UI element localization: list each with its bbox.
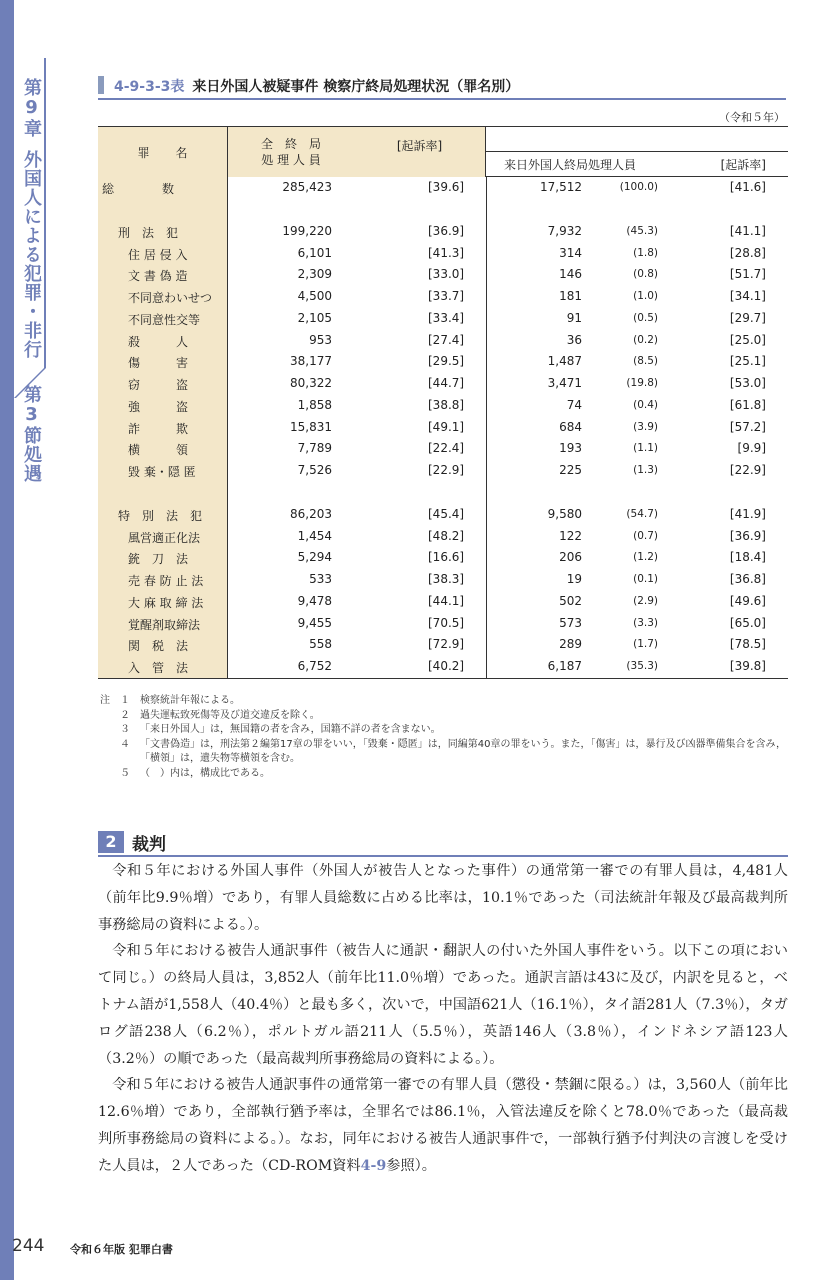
table-row xyxy=(98,264,788,286)
rate-cell: [48.2] xyxy=(428,528,465,543)
header-total-line1: 全 終 局 xyxy=(260,137,321,151)
rate-cell: [33.0] xyxy=(428,267,465,282)
note-item xyxy=(100,723,790,738)
foreign-rate-cell: [25.0] xyxy=(729,332,766,347)
ratio-cell: (3.3) xyxy=(633,616,658,629)
total-cell: 7,526 xyxy=(297,463,332,477)
table-row xyxy=(98,460,788,482)
table-row xyxy=(98,591,788,613)
rate-cell: [33.7] xyxy=(428,289,465,303)
section-title: 裁判 xyxy=(132,835,166,855)
note-item xyxy=(100,767,790,782)
table-row xyxy=(98,569,788,591)
foreign-rate-cell: [61.8] xyxy=(729,397,766,412)
foreign-rate-cell: [9.9] xyxy=(737,441,766,456)
rate-cell: [29.5] xyxy=(428,354,465,369)
ratio-cell: (0.5) xyxy=(633,311,658,324)
ratio-cell: (0.7) xyxy=(633,529,658,542)
chapter-side-tab xyxy=(0,0,46,1280)
foreign-rate-cell: [65.0] xyxy=(729,615,766,630)
ratio-cell: (1.7) xyxy=(633,638,658,651)
note-item xyxy=(100,694,790,709)
paragraph-3-end: 参照）。 xyxy=(386,1158,436,1174)
rate-cell: [40.2] xyxy=(428,659,465,673)
rate-cell: [44.1] xyxy=(428,593,465,608)
header-crime: 罪名 xyxy=(98,127,228,177)
rate-cell: [16.6] xyxy=(428,550,465,565)
foreign-count-cell: 3,471 xyxy=(547,376,582,390)
rate-cell: [38.3] xyxy=(428,572,465,586)
total-cell: 4,500 xyxy=(297,289,332,303)
crime-name-cell: 入 管 法 xyxy=(128,661,189,675)
ratio-cell: (1.8) xyxy=(633,246,658,259)
ratio-cell: (1.0) xyxy=(633,290,658,302)
cdrom-reference: 4-9 xyxy=(360,1158,387,1174)
ratio-cell: (19.8) xyxy=(626,377,658,389)
paragraph-3-text: 令和５年における被告人通訳事件の通常第一審での有罪人員（懲役・禁錮に限る。）は，3,560人（前年比12.6％増）であり，全部執行猶予率は，全罪名では86.1％，入管法違反を除くと78.0％であった（最高裁判所事務総局の資料による。）。なお，同年における被告人通訳事件で，一部執行猶予付判決の言渡しを受けた人員は，２人であった（CD-ROM資料 xyxy=(98,1077,788,1174)
foreign-count-cell: 122 xyxy=(559,528,582,543)
foreign-count-cell: 193 xyxy=(559,441,582,456)
ratio-cell: (1.2) xyxy=(633,551,658,564)
foreign-rate-cell: [78.5] xyxy=(729,637,766,652)
table-row xyxy=(98,286,788,308)
ratio-cell: (8.5) xyxy=(633,355,658,368)
foreign-count-cell: 684 xyxy=(559,419,582,434)
note-item xyxy=(100,738,790,767)
ratio-cell: (45.3) xyxy=(626,224,658,237)
page-footer xyxy=(12,1236,173,1256)
ratio-cell: (0.2) xyxy=(633,333,658,346)
foreign-rate-cell: [53.0] xyxy=(729,376,766,390)
table-row xyxy=(98,438,788,460)
table-row xyxy=(98,504,788,526)
total-cell: 1,858 xyxy=(297,397,332,412)
total-cell: 6,101 xyxy=(297,245,332,260)
total-cell: 9,455 xyxy=(297,615,332,630)
foreign-count-cell: 7,932 xyxy=(547,223,582,238)
foreign-rate-cell: [36.8] xyxy=(729,572,766,586)
table-title xyxy=(98,76,786,100)
foreign-rate-cell: [28.8] xyxy=(729,245,766,260)
ratio-cell: (3.9) xyxy=(633,420,658,433)
chapter-title: 外国人による犯罪・非行 xyxy=(21,150,42,359)
section-heading xyxy=(98,831,788,857)
header-rate: [起訴率] xyxy=(354,127,486,177)
total-cell: 2,105 xyxy=(297,310,332,325)
data-table xyxy=(98,126,788,679)
foreign-rate-cell: [41.9] xyxy=(729,506,766,521)
header-foreign-group xyxy=(486,127,788,177)
table-header xyxy=(98,127,788,177)
ratio-cell: (1.1) xyxy=(633,442,658,455)
note-key: ４ xyxy=(100,738,130,750)
total-cell: 15,831 xyxy=(290,419,332,434)
note-item xyxy=(100,709,790,724)
table-body xyxy=(98,177,788,678)
table-row xyxy=(98,395,788,417)
table-row xyxy=(98,243,788,265)
foreign-count-cell: 17,512 xyxy=(540,180,582,194)
year-note: （令和５年） xyxy=(719,111,785,124)
ratio-cell: (0.4) xyxy=(633,398,658,411)
foreign-rate-cell: [57.2] xyxy=(729,419,766,434)
note-key: ３ xyxy=(100,724,130,736)
row-spacer xyxy=(98,482,788,504)
table-number: 4-9-3-3表 xyxy=(114,79,185,95)
table-row xyxy=(98,221,788,243)
foreign-count-cell: 74 xyxy=(566,397,582,412)
foreign-rate-cell: [39.8] xyxy=(729,659,766,673)
foreign-count-cell: 502 xyxy=(559,593,582,608)
rate-cell: [70.5] xyxy=(428,615,465,630)
rate-cell: [49.1] xyxy=(428,419,465,434)
crime-name-cell: 売 春 防 止 法 xyxy=(128,574,204,588)
rate-cell: [45.4] xyxy=(428,506,465,521)
paragraph-1: 令和５年における外国人事件（外国人が被告人となった事件）の通常第一審での有罪人員は，4,481人（前年比9.9％増）であり，有罪人員総数に占める比率は，10.1％であった（司法統計年報及び最高裁判所事務総局の資料による。）。 xyxy=(98,863,788,933)
section-title-side: 処遇 xyxy=(21,445,42,483)
total-cell: 285,423 xyxy=(282,180,332,194)
foreign-count-cell: 146 xyxy=(559,267,582,282)
crime-name-cell: 詐 欺 xyxy=(128,421,189,436)
foreign-count-cell: 91 xyxy=(566,310,582,325)
note-text: 「文書偽造」は，刑法第２編第17章の罪をいい，「毀棄・隠匿」は，同編第40章の罪をいう。また，「傷害」は，暴行及び凶器準備集合を含み，「横領」は，遺失物等横領を含む。 xyxy=(140,738,787,765)
foreign-rate-cell: [18.4] xyxy=(729,550,766,565)
foreign-count-cell: 289 xyxy=(559,637,582,652)
table-caption: 来日外国人被疑事件 検察庁終局処理状況（罪名別） xyxy=(192,79,520,95)
table-row xyxy=(98,417,788,439)
foreign-count-cell: 6,187 xyxy=(547,659,582,673)
ratio-cell: (0.1) xyxy=(633,573,658,585)
total-cell: 86,203 xyxy=(290,506,332,521)
section-label: 第3節 xyxy=(21,385,42,445)
total-cell: 953 xyxy=(309,332,332,347)
table-row xyxy=(98,656,788,678)
foreign-rate-cell: [34.1] xyxy=(729,289,766,303)
table-row xyxy=(98,177,788,199)
title-marker xyxy=(98,76,104,94)
paragraph-2: 令和５年における被告人通訳事件（被告人に通訳・翻訳人の付いた外国人事件をいう。以下この項において同じ。）の終局人員は，3,852人（前年比11.0％増）であった。通訳言語は43に及び，内訳を見ると，ベトナム語が1,558人（40.4％）と最も多く，次いで，中国語621人（16.1％），タイ語281人（7.3％），タガログ語238人（6.2％），ポルトガル語211人（5.5％），英語146人（3.8％），インドネシア語123人（3.2％）の順であった（最高裁判所事務総局の資料による。）。 xyxy=(98,943,788,1067)
total-cell: 199,220 xyxy=(282,223,332,238)
header-foreign-rate: [起訴率] xyxy=(720,158,766,172)
foreign-count-cell: 314 xyxy=(559,245,582,260)
ratio-cell: (0.8) xyxy=(633,268,658,281)
crime-name-cell: 総 数 xyxy=(102,182,175,196)
total-cell: 9,478 xyxy=(297,593,332,608)
rate-cell: [36.9] xyxy=(428,223,465,238)
crime-name-cell: 不同意性交等 xyxy=(128,312,201,327)
crime-name-cell: 覚醒剤取締法 xyxy=(128,617,201,632)
rate-cell: [27.4] xyxy=(428,332,465,347)
crime-name-cell: 窃 盗 xyxy=(128,378,189,392)
side-color-band xyxy=(0,0,14,1280)
header-total-line2: 処 理 人 員 xyxy=(261,153,321,167)
table-row xyxy=(98,308,788,330)
crime-name-cell: 文 書 偽 造 xyxy=(128,269,188,284)
ratio-cell: (35.3) xyxy=(626,660,658,672)
foreign-count-cell: 225 xyxy=(559,463,582,477)
header-foreign-sub xyxy=(486,151,788,177)
foreign-rate-cell: [25.1] xyxy=(729,354,766,369)
book-title: 令和６年版 犯罪白書 xyxy=(70,1243,173,1256)
foreign-count-cell: 9,580 xyxy=(547,506,582,521)
total-cell: 533 xyxy=(309,572,332,586)
note-key: 注 １ xyxy=(100,695,130,706)
rate-cell: [22.9] xyxy=(428,463,465,477)
total-cell: 7,789 xyxy=(297,441,332,456)
total-cell: 1,454 xyxy=(297,528,332,543)
note-text: 「来日外国人」は，無国籍の者を含み，国籍不詳の者を含まない。 xyxy=(140,724,441,736)
total-cell: 6,752 xyxy=(297,659,332,673)
foreign-rate-cell: [36.9] xyxy=(729,528,766,543)
crime-name-cell: 強 盗 xyxy=(128,399,189,414)
note-text: 過失運転致死傷等及び道交違反を除く。 xyxy=(140,709,320,721)
total-cell: 38,177 xyxy=(290,354,332,369)
table-row xyxy=(98,526,788,548)
crime-name-cell: 関 税 法 xyxy=(128,639,189,654)
rate-cell: [38.8] xyxy=(428,397,465,412)
foreign-count-cell: 573 xyxy=(559,615,582,630)
total-cell: 2,309 xyxy=(297,267,332,282)
note-key: ５ xyxy=(100,767,130,779)
page-number: 244 xyxy=(12,1236,45,1256)
header-foreign: 来日外国人終局処理人員 xyxy=(504,158,637,172)
table-row xyxy=(98,613,788,635)
table-row xyxy=(98,547,788,569)
crime-name-cell: 毀 棄・隠 匿 xyxy=(128,465,196,479)
note-text: 検察統計年報による。 xyxy=(140,695,240,706)
rate-cell: [72.9] xyxy=(428,637,465,652)
crime-name-cell: 風営適正化法 xyxy=(128,530,201,545)
ratio-cell: (1.3) xyxy=(633,464,658,476)
total-cell: 558 xyxy=(309,637,332,652)
note-text: （ ）内は，構成比である。 xyxy=(140,767,270,779)
foreign-rate-cell: [51.7] xyxy=(729,267,766,282)
table-row xyxy=(98,373,788,395)
rate-cell: [22.4] xyxy=(428,441,465,456)
rate-cell: [41.3] xyxy=(428,245,465,260)
total-cell: 80,322 xyxy=(290,376,332,390)
ratio-cell: (100.0) xyxy=(619,181,658,193)
foreign-count-cell: 181 xyxy=(559,289,582,303)
foreign-rate-cell: [41.1] xyxy=(729,223,766,238)
crime-name-cell: 刑 法 犯 xyxy=(118,225,179,240)
table-notes xyxy=(100,694,790,782)
ratio-cell: (2.9) xyxy=(633,594,658,607)
foreign-rate-cell: [49.6] xyxy=(729,593,766,608)
foreign-count-cell: 19 xyxy=(566,572,582,586)
crime-name-cell: 大 麻 取 締 法 xyxy=(128,595,204,610)
crime-name-cell: 銃 刀 法 xyxy=(128,552,189,567)
foreign-count-cell: 1,487 xyxy=(547,354,582,369)
paragraph-3 xyxy=(98,1072,788,1180)
section-number: 2 xyxy=(98,831,124,853)
rate-cell: [39.6] xyxy=(428,180,465,194)
table-row xyxy=(98,330,788,352)
foreign-count-cell: 206 xyxy=(559,550,582,565)
total-cell: 5,294 xyxy=(297,550,332,565)
table-row xyxy=(98,634,788,656)
foreign-rate-cell: [29.7] xyxy=(729,310,766,325)
foreign-rate-cell: [22.9] xyxy=(729,463,766,477)
chapter-label: 第9章 xyxy=(21,78,42,138)
note-key: ２ xyxy=(100,709,130,721)
rate-cell: [33.4] xyxy=(428,310,465,325)
ratio-cell: (54.7) xyxy=(626,507,658,520)
header-total xyxy=(228,127,354,177)
crime-name-cell: 横 領 xyxy=(128,443,189,458)
crime-name-cell: 住 居 侵 入 xyxy=(128,247,188,262)
row-spacer xyxy=(98,199,788,221)
crime-name-cell: 傷 害 xyxy=(128,356,189,371)
rate-cell: [44.7] xyxy=(428,376,465,390)
foreign-count-cell: 36 xyxy=(566,332,582,347)
crime-name-cell: 殺 人 xyxy=(128,334,189,349)
crime-name-cell: 特 別 法 犯 xyxy=(118,508,203,523)
table-row xyxy=(98,351,788,373)
crime-name-cell: 不同意わいせつ xyxy=(128,291,213,305)
foreign-rate-cell: [41.6] xyxy=(729,180,766,194)
